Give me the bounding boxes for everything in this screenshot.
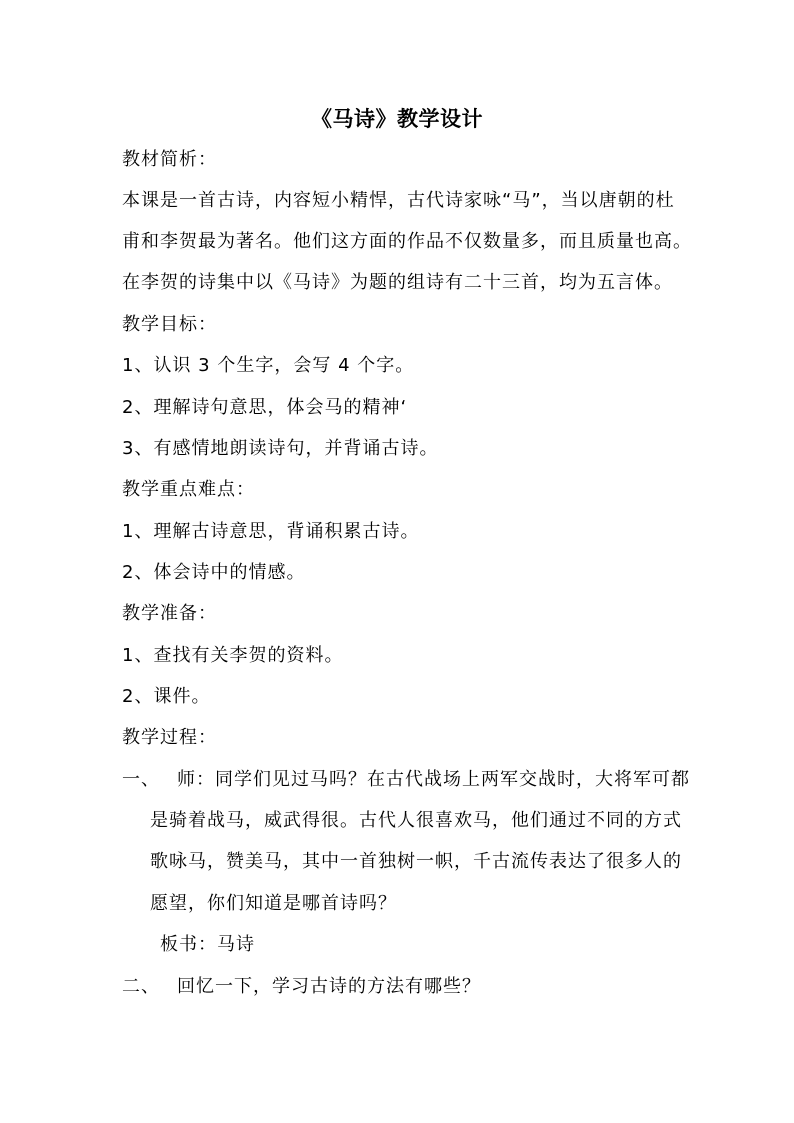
step-1-line-4: 愿望，你们知道是哪首诗吗？ [150,893,397,914]
key-point-item-2: 2、体会诗中的情感。 [122,562,306,583]
step-2-marker: 二、 [122,976,160,997]
step-2-text: 回忆一下，学习古诗的方法有哪些？ [177,976,481,997]
analysis-heading: 教材简析： [122,149,217,170]
key-points-heading: 教学重点难点： [122,479,255,500]
step-1-line-1: 师：同学们见过马吗？在古代战场上两军交战时，大将军可都 [177,769,690,790]
board-note: 板书：马诗 [160,934,255,955]
step-1-line-3: 歌咏马，赞美马，其中一首独树一帜，千古流传表达了很多人的 [150,851,682,872]
goal-item-3: 3、有感情地朗读诗句，并背诵古诗。 [122,438,439,459]
step-1-line-2: 是骑着战马，威武得很。古代人很喜欢马，他们通过不同的方式 [150,810,682,831]
process-step-2 [122,974,481,1000]
step-1-marker: 一、 [122,769,160,790]
goal-item-1: 1、认识 3 个生字，会写 4 个字。 [122,355,415,376]
prep-item-2: 2、课件。 [122,686,211,707]
goals-heading: 教学目标： [122,314,217,335]
analysis-line-3: 在李贺的诗集中以《马诗》为题的组诗有二十三首，均为五言体。 [122,272,673,293]
process-step-1 [122,767,690,793]
analysis-line-1: 本课是一首古诗，内容短小精悍，古代诗家咏“马”，当以唐朝的杜 [122,190,675,211]
document-title: 《马诗》教学设计 [311,107,483,131]
analysis-line-2: 甫和李贺最为著名。他们这方面的作品不仅数量多，而且质量也高。 [122,231,692,252]
goal-item-2: 2、理解诗句意思，体会马的精神‘ [122,397,408,418]
key-point-item-1: 1、理解古诗意思，背诵积累古诗。 [122,521,420,542]
prep-heading: 教学准备： [122,603,217,624]
process-heading: 教学过程： [122,727,217,748]
prep-item-1: 1、查找有关李贺的资料。 [122,645,344,666]
